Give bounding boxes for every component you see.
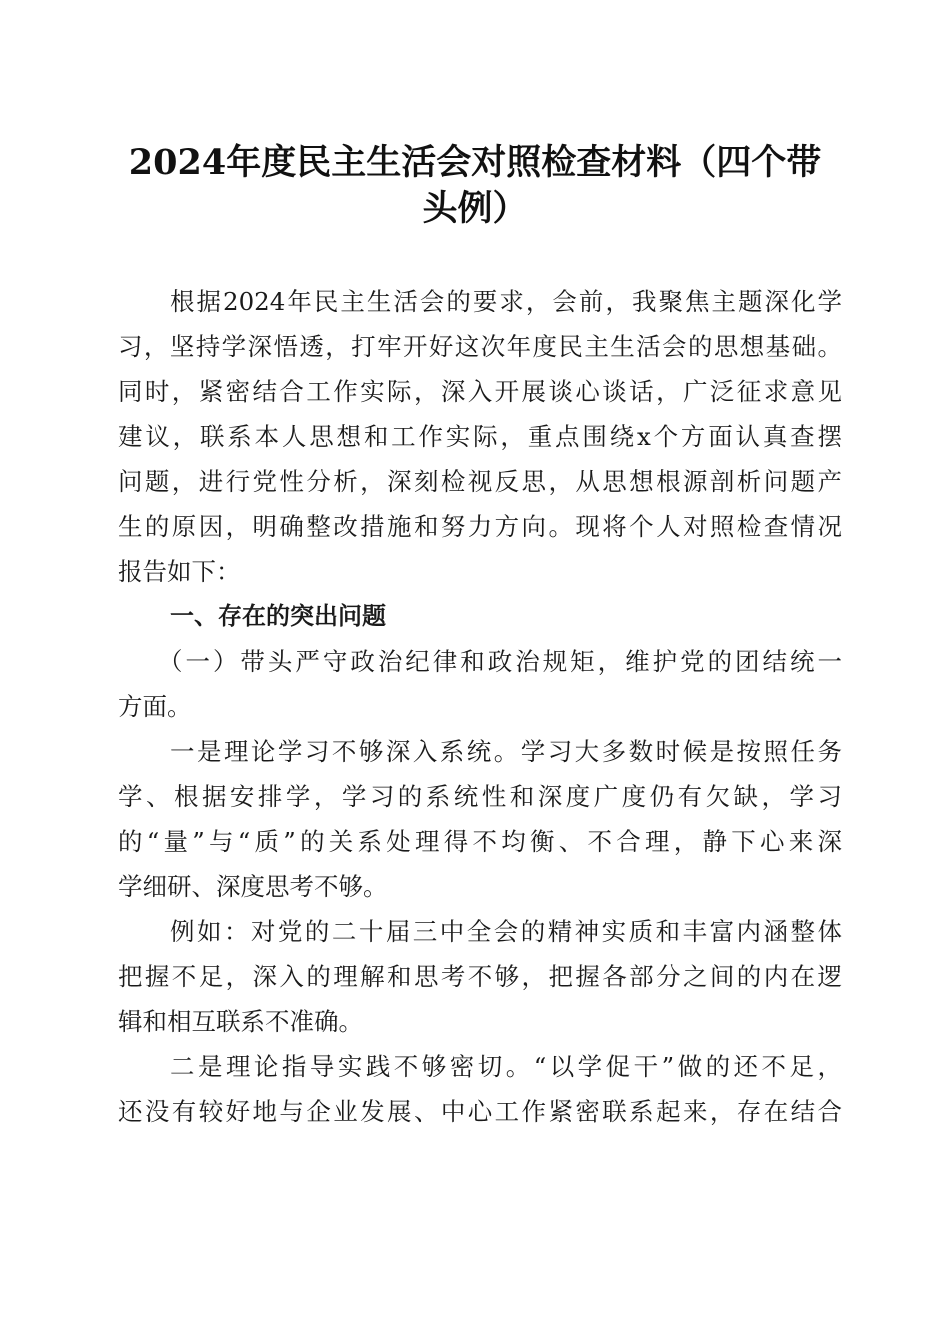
paragraph-point-2-line: 二是理论指导实践不够密切。“以学促干”做的还不足， (170, 1052, 842, 1081)
document-title (100, 140, 850, 232)
paragraph-point-2-line: 还没有较好地与企业发展、中心工作紧密联系起来，存在结合 (118, 1097, 842, 1126)
title-line-2: 头例） (422, 188, 528, 229)
title-line-1: 2024年度民主生活会对照检查材料（四个带 (128, 142, 822, 183)
paragraph-intro-line: 报告如下： (118, 557, 241, 586)
paragraph-intro-line: 建议，联系本人思想和工作实际，重点围绕x个方面认真查摆 (118, 422, 842, 451)
section-heading: 一、存在的突出问题 (170, 602, 386, 630)
paragraph-point-1-line: 的“量”与“质”的关系处理得不均衡、不合理，静下心来深 (118, 827, 842, 856)
document-body (118, 279, 842, 1134)
paragraph-example-line: 辑和相互联系不准确。 (118, 1007, 363, 1036)
paragraph-intro-line: 问题，进行党性分析，深刻检视反思，从思想根源剖析问题产 (118, 467, 842, 496)
paragraph-point-1-line: 学细研、深度思考不够。 (118, 872, 388, 901)
paragraph-example-line: 例如：对党的二十届三中全会的精神实质和丰富内涵整体 (170, 917, 842, 946)
subsection-heading-line: 方面。 (118, 692, 192, 721)
paragraph-point-1-line: 一是理论学习不够深入系统。学习大多数时候是按照任务 (170, 737, 842, 766)
paragraph-intro-line: 同时，紧密结合工作实际，深入开展谈心谈话，广泛征求意见 (118, 377, 842, 406)
paragraph-intro-line: 生的原因，明确整改措施和努力方向。现将个人对照检查情况 (118, 512, 842, 541)
subsection-heading-line: （一）带头严守政治纪律和政治规矩，维护党的团结统一 (158, 647, 842, 676)
paragraph-point-1-line: 学、根据安排学，学习的系统性和深度广度仍有欠缺，学习 (118, 782, 842, 811)
paragraph-example-line: 把握不足，深入的理解和思考不够，把握各部分之间的内在逻 (118, 962, 842, 991)
paragraph-intro-line: 习，坚持学深悟透，打牢开好这次年度民主生活会的思想基础。 (118, 332, 842, 361)
paragraph-intro-line: 根据2024年民主生活会的要求，会前，我聚焦主题深化学 (170, 287, 842, 316)
